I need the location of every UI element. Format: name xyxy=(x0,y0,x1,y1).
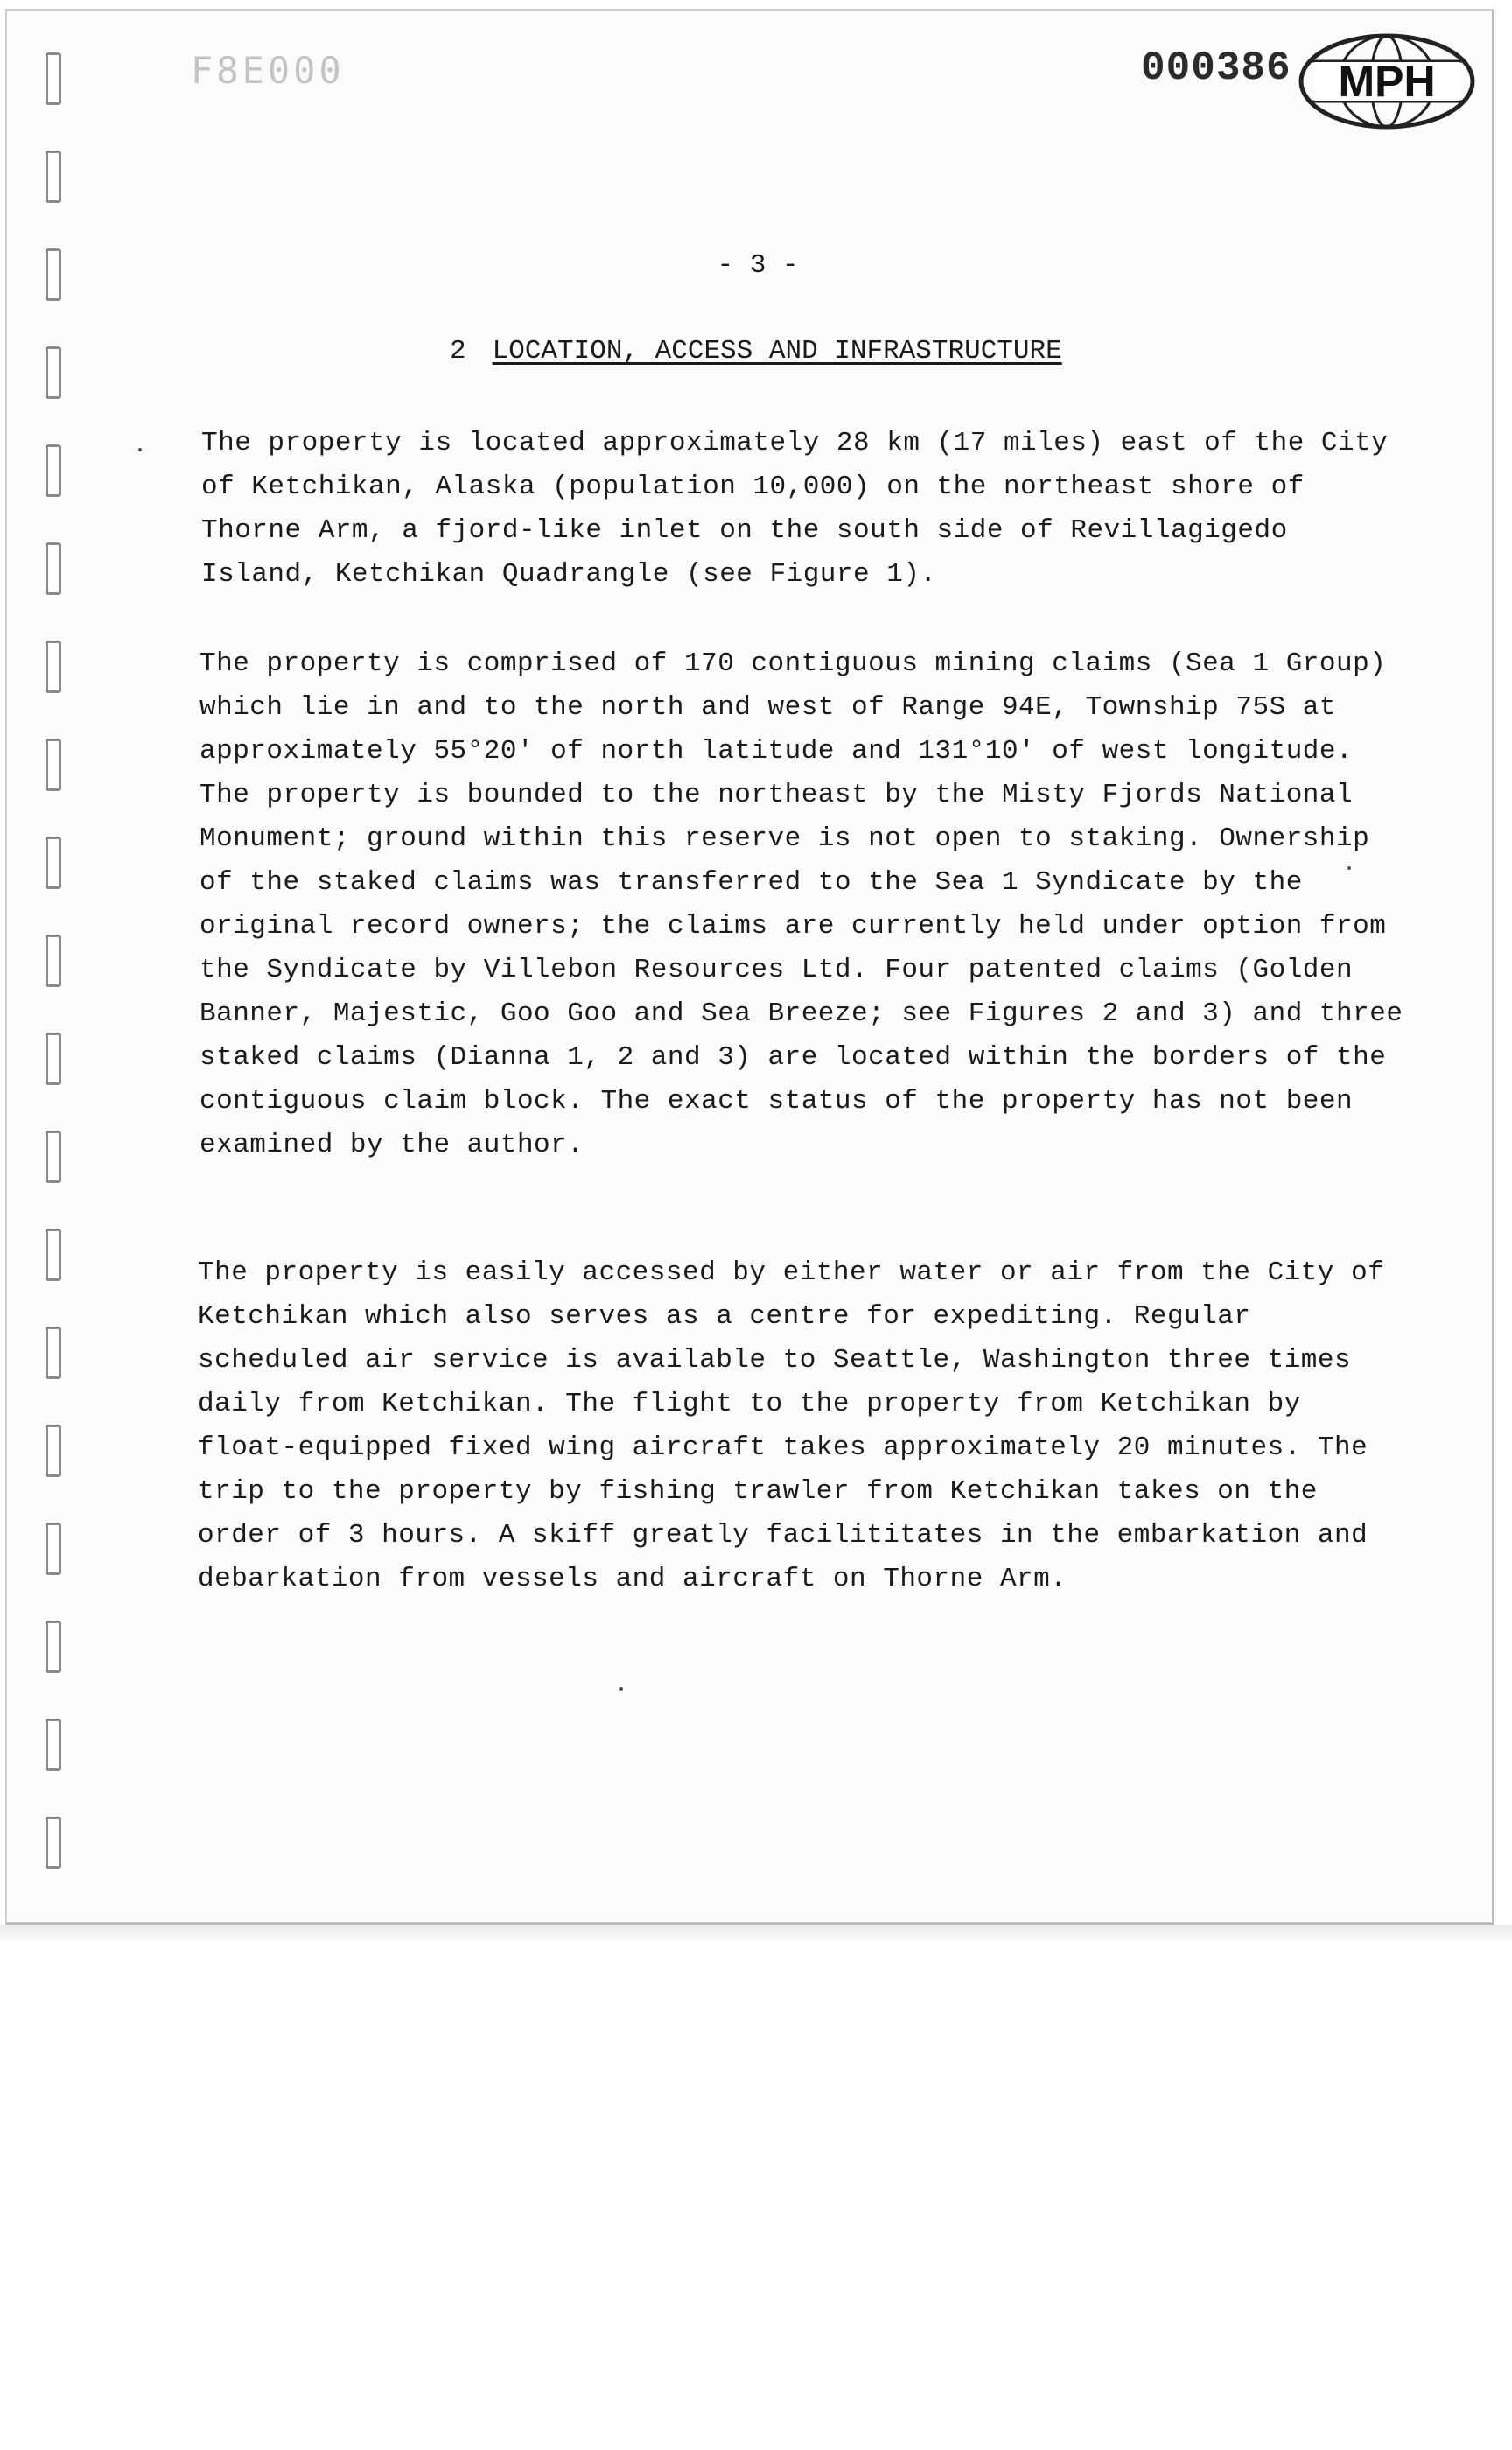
paragraph-claims: The property is comprised of 170 contiguous mining claims (Sea 1 Group) which lie in and to the north and west of Range 94E, Township 75S at approximately 55°20' of north latitude and 131°10' of west longitude. The property is bounded to the northeast by the Misty Fjords National Monument; ground within this reserve is not open to staking. Ownership of the staked claims was transferred to the Sea 1 Syndicate by the original record owners; the claims are currently held under option from the Syndicate by Villebon Resources Ltd. Four patented claims (Golden Banner, Majestic, Goo Goo and Sea Breeze; see Figures 2 and 3) and three staked claims (Dianna 1, 2 and 3) are located within the borders of the contiguous claim block. The exact status of the property has not been examined by the author. xyxy=(200,648,1404,1160)
scan-speck xyxy=(1348,866,1351,870)
punch-hole xyxy=(46,52,61,105)
punch-hole xyxy=(46,1032,61,1085)
paragraph-location: The property is located approximately 28 km (17 miles) east of the City of Ketchikan, Alaska (population 10,000) on the northeast shore of Thorne Arm, a fjord-like inlet on the south side of Revillagigedo Island, Ketchikan Quadrangle (see Figure 1). xyxy=(201,428,1389,590)
punch-hole xyxy=(46,640,61,693)
punch-hole xyxy=(46,836,61,889)
scan-speck xyxy=(620,1687,623,1690)
document-number: 000386 xyxy=(1141,46,1292,91)
faint-stamp-number: F8E000 xyxy=(191,49,345,92)
punch-hole xyxy=(46,1326,61,1379)
punch-hole xyxy=(46,934,61,987)
mph-logo xyxy=(1297,30,1477,133)
punch-hole xyxy=(46,1522,61,1575)
punch-hole xyxy=(46,1620,61,1673)
section-heading xyxy=(450,336,1062,367)
section-number: 2 xyxy=(450,336,466,367)
page-number: - 3 - xyxy=(717,250,799,281)
punch-hole xyxy=(46,150,61,203)
punch-hole xyxy=(46,444,61,497)
svg-text:MPH: MPH xyxy=(1338,57,1436,106)
punch-hole xyxy=(46,542,61,595)
page-edge-shadow xyxy=(0,1925,1512,1944)
paragraph-access: The property is easily accessed by either water or air from the City of Ketchikan which also serves as a centre for expediting. Regular scheduled air service is available to Seattle, Washington three times daily from Ketchikan. The flight to the property from Ketchikan by float-equipped fixed wing aircraft takes approximately 20 minutes. The trip to the property by fishing trawler from Ketchikan takes on the order of 3 hours. A skiff greatly facilititates in the embarkation and debarkation from vessels and aircraft on Thorne Arm. xyxy=(198,1257,1385,1594)
punch-hole xyxy=(46,738,61,791)
punch-hole xyxy=(46,346,61,399)
punch-hole xyxy=(46,1718,61,1771)
scan-speck xyxy=(138,448,142,452)
punch-hole xyxy=(46,1130,61,1183)
punch-hole xyxy=(46,1228,61,1281)
punch-hole xyxy=(46,1424,61,1477)
globe-logo-icon xyxy=(1297,30,1477,133)
punch-hole xyxy=(46,1816,61,1869)
section-title: LOCATION, ACCESS AND INFRASTRUCTURE xyxy=(492,336,1062,367)
document-page xyxy=(5,9,1494,1925)
